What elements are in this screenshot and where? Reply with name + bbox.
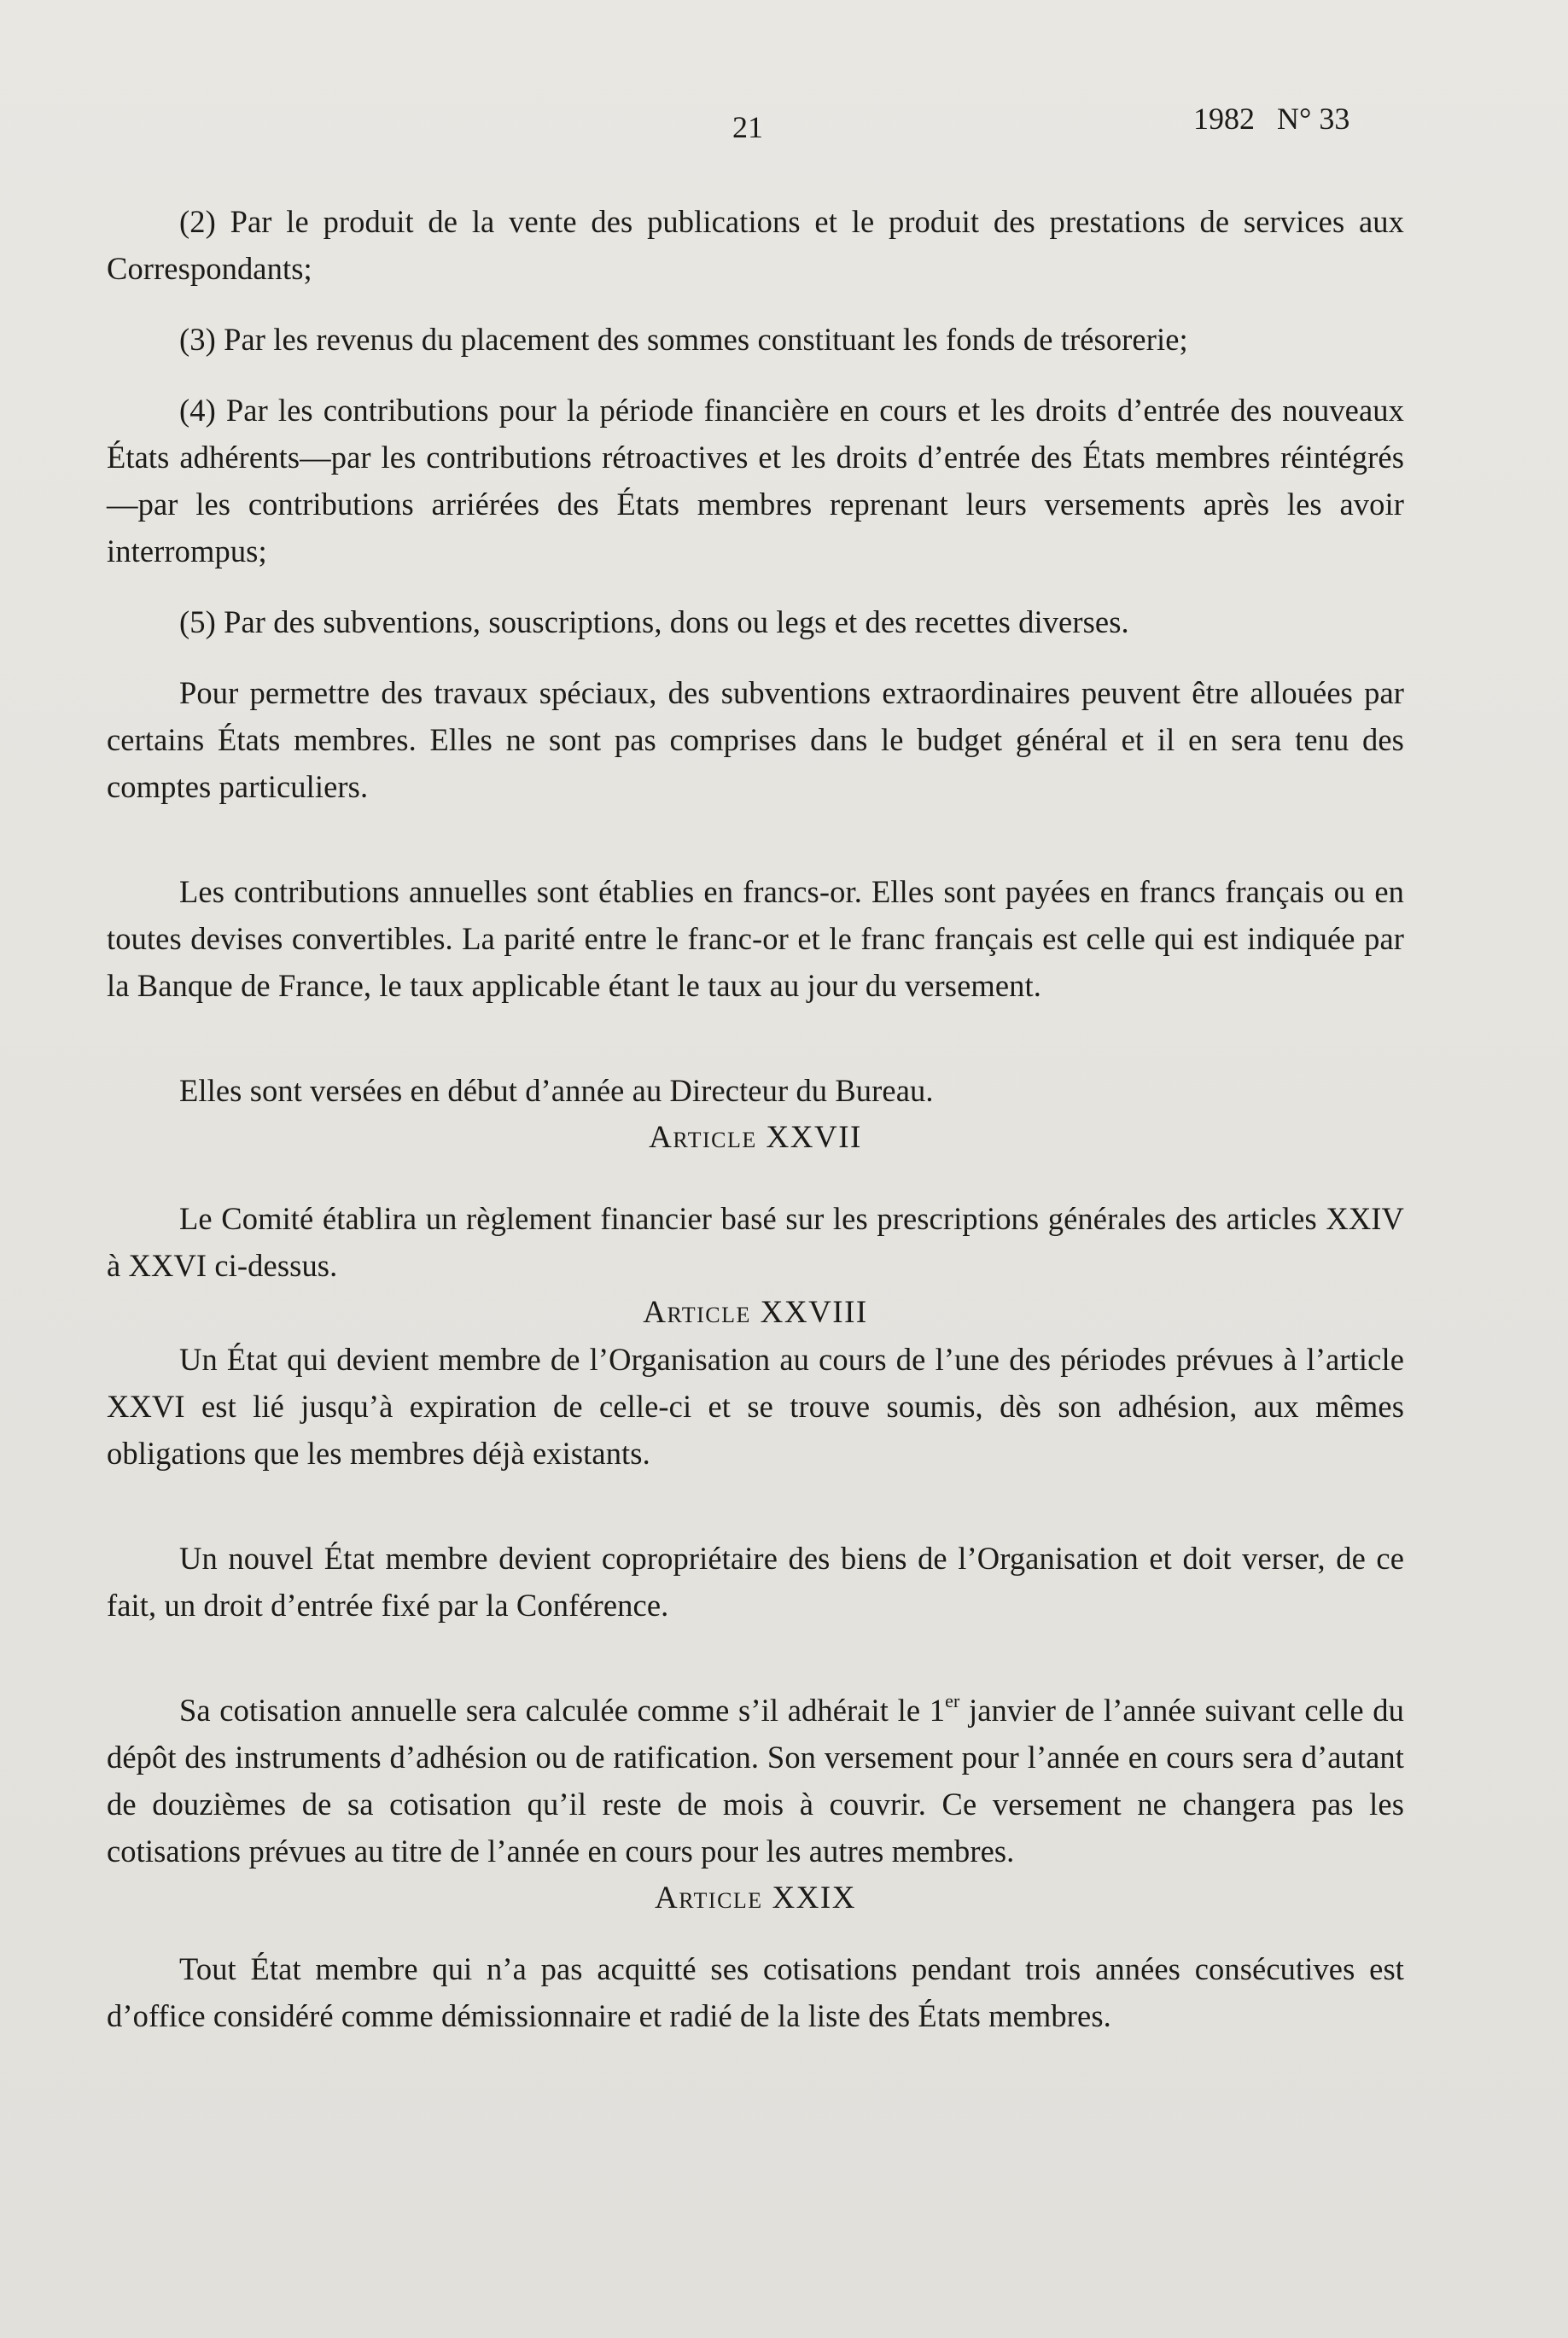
paragraph-co-ownership: Un nouvel État membre devient copropriétaire des biens de l’Organisation et doit verser, de ce fait, un droit d’entrée fixé par la Conférence.: [107, 1541, 1404, 1623]
document-body: [107, 198, 1404, 2039]
journal-year: 1982: [1193, 102, 1255, 136]
paragraph-payment-timing: Elles sont versées en début d’année au Directeur du Bureau.: [179, 1073, 934, 1108]
journal-reference: [1193, 101, 1349, 137]
paragraph-annual-contributions: Les contributions annuelles sont établies en francs-or. Elles sont payées en francs français ou en toutes devises convertibles. La parité entre le franc-or et le franc français est celle qui est indiquée par la Banque de France, le taux applicable étant le taux au jour du versement.: [107, 874, 1404, 1003]
fee-text-end: janvier de l’année suivant celle du dépôt des instruments d’adhésion ou de ratification. Son versement pour l’année en cours sera d’autant de douzièmes de sa cotisation qu’il reste de mois à couvrir. Ce versement ne changera pas les cotisations prévues au titre de l’année en cours pour les autres membres.: [107, 1693, 1405, 1869]
page-number: 21: [732, 110, 763, 144]
article-heading-xxvii: Article XXVII: [649, 1120, 862, 1155]
paragraph-item-3: (3) Par les revenus du placement des sommes constituant les fonds de trésorerie;: [179, 322, 1188, 357]
paragraph-special-subsidies: Pour permettre des travaux spéciaux, des subventions extraordinaires peuvent être allouées par certains États membres. Elles ne sont pas comprises dans le budget général et il en sera tenu des comptes particuliers.: [107, 675, 1404, 804]
paragraph-resignation: Tout État membre qui n’a pas acquitté ses cotisations pendant trois années consécutives est d’office considéré comme démissionnaire et radié de la liste des États membres.: [107, 1951, 1404, 2033]
article-heading-xxviii: Article XXVIII: [643, 1295, 868, 1330]
paragraph-item-2: (2) Par le produit de la vente des publications et le produit des prestations de services aux Correspondants;: [107, 204, 1404, 286]
page-header: [0, 101, 1568, 143]
journal-number: N° 33: [1277, 102, 1350, 136]
paragraph-annual-fee-calculation: [107, 1687, 1404, 1874]
paragraph-item-5: (5) Par des subventions, souscriptions, dons ou legs et des recettes diverses.: [179, 604, 1129, 639]
article-heading-xxix: Article XXIX: [655, 1880, 856, 1915]
ordinal-superscript: er: [945, 1690, 960, 1711]
paragraph-new-member-obligations: Un État qui devient membre de l’Organisation au cours de l’une des périodes prévues à l’article XXVI est lié jusqu’à expiration de celle-ci et se trouve soumis, dès son adhésion, aux mêmes obligations que les membres déjà existants.: [107, 1342, 1404, 1471]
fee-text-start: Sa cotisation annuelle sera calculée comme s’il adhérait le 1: [179, 1693, 946, 1728]
paragraph-item-4: (4) Par les contributions pour la période financière en cours et les droits d’entrée des nouveaux États adhérents—par les contributions rétroactives et les droits d’entrée des États membres réintégrés—par les contributions arriérées des États membres reprenant leurs versements après les avoir interrompus;: [107, 393, 1404, 568]
paragraph-financial-regulation: Le Comité établira un règlement financier basé sur les prescriptions générales des articles XXIV à XXVI ci-dessus.: [107, 1201, 1404, 1283]
